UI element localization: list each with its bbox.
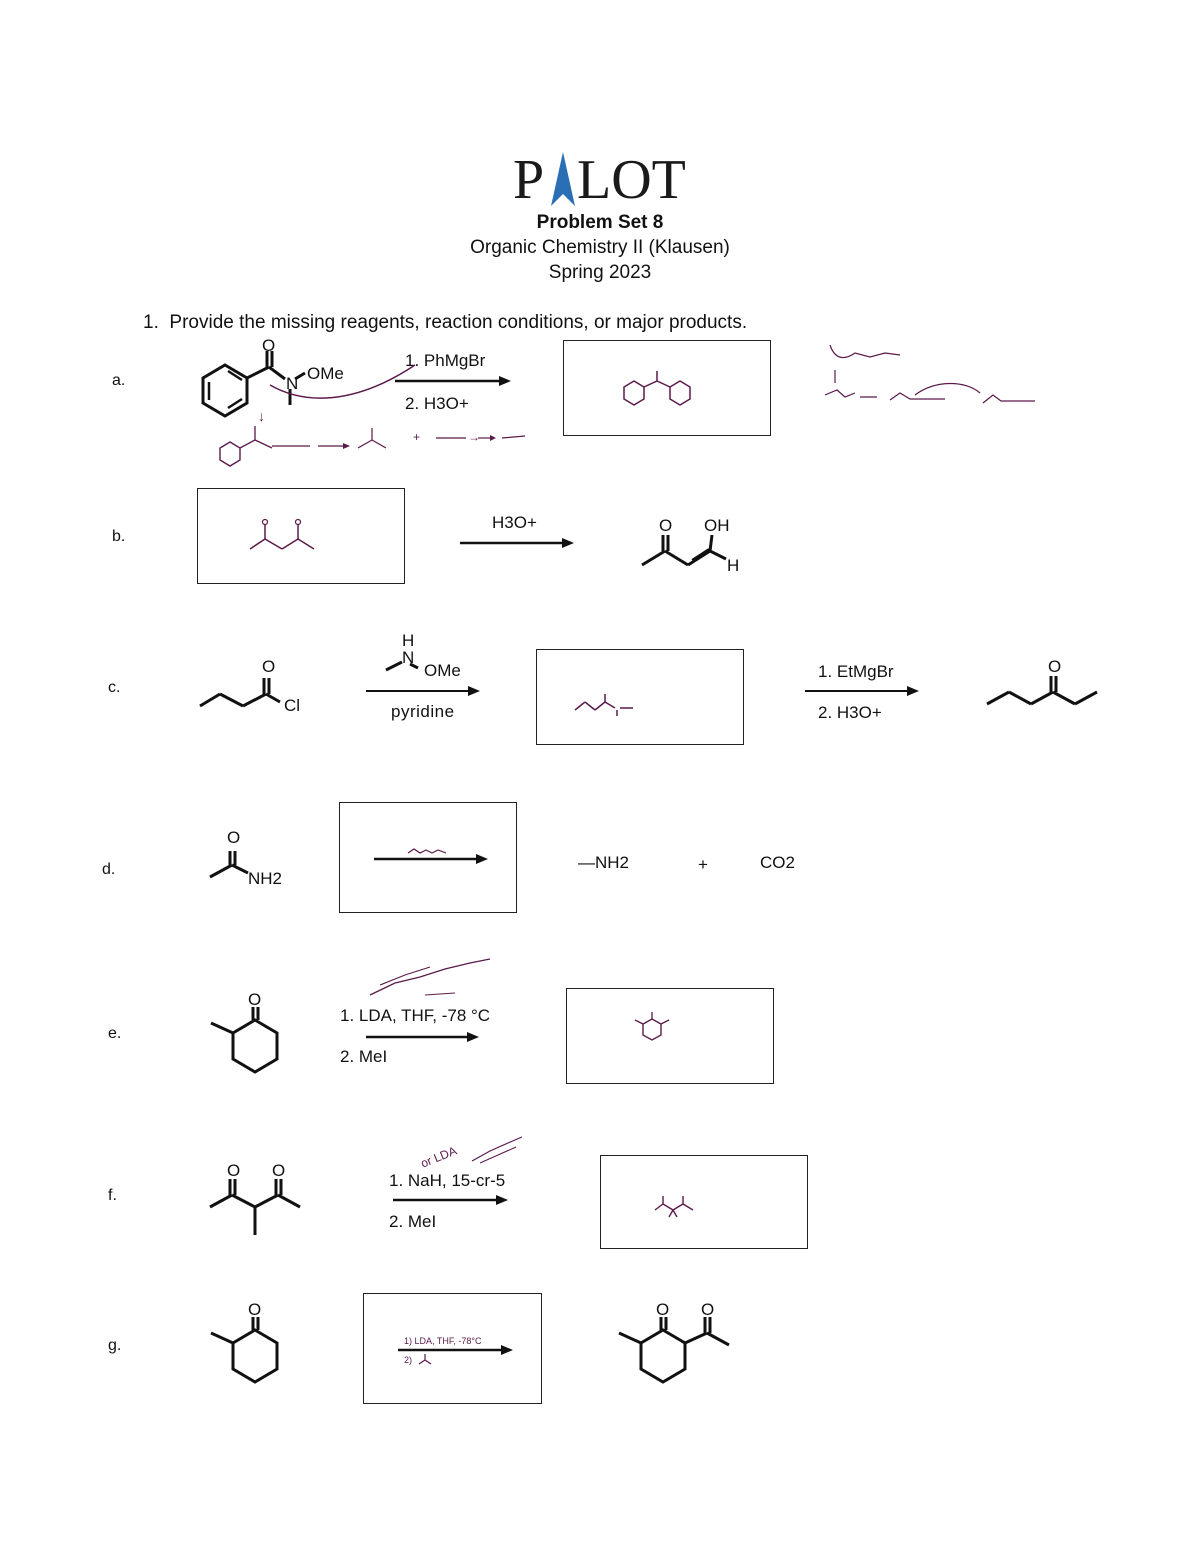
part-d-sm-nh2: NH2 bbox=[248, 869, 283, 888]
part-a-answer-box bbox=[563, 340, 771, 436]
part-a-label: a. bbox=[112, 372, 126, 389]
part-e-label: e. bbox=[108, 1025, 122, 1042]
part-g-sm-o: O bbox=[248, 1300, 262, 1319]
part-b-product-h: H bbox=[727, 556, 740, 575]
part-e-reagent-2: 2. MeI bbox=[340, 1047, 388, 1066]
part-f-arrow bbox=[393, 1192, 513, 1208]
part-c-reagent-base: pyridine bbox=[391, 702, 455, 721]
part-b-label: b. bbox=[112, 528, 126, 545]
part-c-step2-reagent-1: 1. EtMgBr bbox=[818, 662, 894, 681]
part-g-boxed-reagent-1: 1) LDA, THF, -78°C bbox=[404, 1336, 482, 1346]
part-f-label: f. bbox=[108, 1187, 117, 1204]
question-prompt bbox=[143, 312, 747, 334]
part-c-reagent-n: N bbox=[402, 648, 415, 667]
part-f-answer-box bbox=[600, 1155, 808, 1249]
part-a-answer-structure bbox=[622, 371, 712, 411]
part-a-handwritten-arrow bbox=[265, 360, 425, 410]
part-a-note-arrow-2: → bbox=[468, 430, 480, 444]
part-b-product-oh: OH bbox=[704, 516, 730, 535]
part-c-product-structure bbox=[985, 672, 1105, 712]
part-d-answer-box bbox=[339, 802, 517, 913]
part-g-boxed-reagent-2: 2) bbox=[404, 1355, 413, 1365]
part-g-product-structure bbox=[615, 1315, 740, 1395]
part-d-handwritten-reagent bbox=[406, 847, 456, 857]
part-c-arrow-1 bbox=[366, 683, 486, 699]
part-c-step2-reagent-2: 2. H3O+ bbox=[818, 703, 882, 722]
logo-arrow-icon bbox=[551, 152, 575, 206]
part-d-sm-o: O bbox=[227, 828, 241, 847]
part-e-answer-box bbox=[566, 988, 774, 1084]
course-name: Organic Chemistry II (Klausen) bbox=[470, 237, 730, 258]
part-g-answer-box bbox=[363, 1293, 542, 1404]
question-number: 1. bbox=[143, 312, 159, 333]
part-b-arrow bbox=[460, 535, 580, 551]
part-e-arrow bbox=[366, 1029, 486, 1045]
part-c-answer-structure bbox=[575, 690, 655, 720]
part-a-handwritten-side-notes bbox=[815, 335, 1040, 425]
part-f-answer-structure bbox=[653, 1192, 703, 1222]
term: Spring 2023 bbox=[548, 262, 652, 283]
part-d-label: d. bbox=[102, 861, 116, 878]
part-a-note-arrow: ↓ bbox=[258, 408, 265, 424]
part-a-ome: OMe bbox=[307, 364, 344, 383]
part-g-label: g. bbox=[108, 1337, 122, 1354]
logo-letter-p: P bbox=[513, 149, 545, 208]
part-e-reagent-1: 1. LDA, THF, -78 °C bbox=[340, 1006, 491, 1025]
part-f-reagent-1: 1. NaH, 15-cr-5 bbox=[389, 1171, 506, 1190]
part-c-sm-o: O bbox=[262, 657, 276, 676]
part-e-answer-structure bbox=[633, 1009, 673, 1049]
part-f-handwritten-note: or LDA bbox=[418, 1143, 459, 1171]
part-c-sm-cl: Cl bbox=[284, 696, 301, 715]
part-f-starting-material bbox=[208, 1175, 308, 1240]
part-b-answer-structure bbox=[250, 517, 330, 557]
part-g-starting-material bbox=[205, 1315, 290, 1395]
part-c-reagent-h: H bbox=[402, 631, 415, 650]
part-b-product-o: O bbox=[659, 516, 673, 535]
part-e-sm-o: O bbox=[248, 990, 262, 1009]
part-a-note-plus: + bbox=[413, 430, 421, 444]
part-c-answer-box bbox=[536, 649, 744, 745]
part-b-answer-box bbox=[197, 488, 405, 584]
part-f-sm-o1: O bbox=[227, 1161, 241, 1180]
part-g-handwritten-acyl-structure bbox=[417, 1352, 441, 1368]
part-a-atom-o: O bbox=[262, 336, 276, 355]
part-d-product-2: CO2 bbox=[760, 853, 795, 872]
part-f-handwritten-scribble bbox=[470, 1135, 525, 1165]
part-a-atom-n: N bbox=[286, 374, 299, 393]
part-g-product-o1: O bbox=[656, 1300, 670, 1319]
part-d-plus: + bbox=[698, 855, 708, 874]
part-e-handwritten-note bbox=[365, 955, 495, 1000]
part-e-starting-material bbox=[205, 1005, 290, 1085]
part-c-product-o: O bbox=[1048, 657, 1062, 676]
pilot-logo bbox=[513, 148, 693, 208]
question-text: Provide the missing reagents, reaction conditions, or major products. bbox=[169, 312, 748, 333]
part-b-reagent: H3O+ bbox=[492, 513, 537, 532]
part-a-reagent-2: 2. H3O+ bbox=[405, 394, 469, 413]
logo-letters-lot: LOT bbox=[577, 149, 686, 208]
page-title: Problem Set 8 bbox=[536, 212, 664, 233]
part-a-reagent-1: 1. PhMgBr bbox=[405, 351, 486, 370]
part-f-reagent-2: 2. MeI bbox=[389, 1212, 437, 1231]
part-c-label: c. bbox=[108, 679, 121, 696]
part-d-product-1: —NH2 bbox=[578, 853, 630, 872]
part-f-sm-o2: O bbox=[272, 1161, 286, 1180]
part-c-reagent-ome: OMe bbox=[424, 661, 461, 680]
part-g-product-o2: O bbox=[701, 1300, 715, 1319]
part-c-arrow-2 bbox=[805, 683, 925, 699]
